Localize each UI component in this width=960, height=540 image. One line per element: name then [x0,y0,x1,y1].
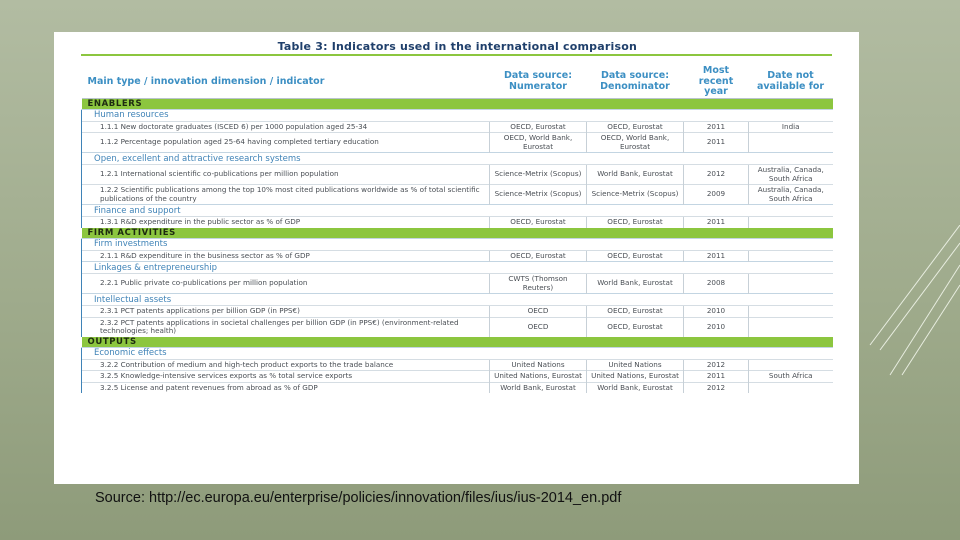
denominator-source: OECD, Eurostat [587,121,684,133]
most-recent-year: 2012 [684,359,749,371]
title-rule [81,54,832,56]
dimension-label: Firm investments [82,238,833,250]
most-recent-year: 2012 [684,165,749,185]
table-row [82,274,833,294]
not-available-for: Australia, Canada, South Africa [749,185,833,205]
dimension-row [82,109,833,121]
not-available-for [749,274,833,294]
indicator-name: 1.2.2 Scientific publications among the top 10% most cited publications worldwide as % of total scientific publications of the country [82,185,490,205]
table-row [82,121,833,133]
table-row [82,250,833,262]
section-label: ENABLERS [82,98,833,109]
not-available-for [749,250,833,262]
most-recent-year: 2010 [684,317,749,337]
numerator-source: Science-Metrix (Scopus) [490,165,587,185]
indicator-name: 3.2.5 License and patent revenues from abroad as % of GDP [82,382,490,393]
document-image [54,32,859,484]
numerator-source: OECD, Eurostat [490,121,587,133]
not-available-for: India [749,121,833,133]
table-row [82,217,833,228]
table-header-row [82,66,833,98]
most-recent-year: 2011 [684,371,749,383]
numerator-source: OECD, World Bank, Eurostat [490,133,587,153]
numerator-source: OECD, Eurostat [490,250,587,262]
header-most-recent-year: Most recent year [698,65,734,97]
not-available-for [749,317,833,337]
numerator-source: OECD [490,317,587,337]
indicator-name: 1.1.2 Percentage population aged 25-64 having completed tertiary education [82,133,490,153]
table-row [82,133,833,153]
not-available-for [749,382,833,393]
section-row [82,228,833,239]
indicator-name: 2.3.2 PCT patents applications in societal challenges per billion GDP (in PPS€) (environment-related technologies; health) [82,317,490,337]
table-row [82,306,833,318]
most-recent-year: 2011 [684,250,749,262]
dimension-label: Human resources [82,109,833,121]
table-body [82,66,833,393]
not-available-for [749,133,833,153]
dimension-row [82,262,833,274]
indicator-name: 1.2.1 International scientific co-publications per million population [82,165,490,185]
table-row [82,165,833,185]
most-recent-year: 2011 [684,217,749,228]
dimension-row [82,294,833,306]
section-row [82,337,833,348]
most-recent-year: 2010 [684,306,749,318]
denominator-source: OECD, World Bank, Eurostat [587,133,684,153]
section-label: FIRM ACTIVITIES [82,228,833,239]
table-row [82,317,833,337]
indicators-table [81,66,833,393]
most-recent-year: 2011 [684,133,749,153]
not-available-for: Australia, Canada, South Africa [749,165,833,185]
table-row [82,371,833,383]
numerator-source: OECD, Eurostat [490,217,587,228]
most-recent-year: 2008 [684,274,749,294]
denominator-source: World Bank, Eurostat [587,165,684,185]
table-row [82,185,833,205]
dimension-label: Linkages & entrepreneurship [82,262,833,274]
numerator-source: United Nations [490,359,587,371]
denominator-source: OECD, Eurostat [587,250,684,262]
not-available-for [749,217,833,228]
numerator-source: World Bank, Eurostat [490,382,587,393]
indicator-name: 3.2.2 Contribution of medium and high-tech product exports to the trade balance [82,359,490,371]
denominator-source: World Bank, Eurostat [587,274,684,294]
indicator-name: 3.2.5 Knowledge-intensive services exports as % total service exports [82,371,490,383]
not-available-for [749,306,833,318]
dimension-label: Intellectual assets [82,294,833,306]
dimension-row [82,153,833,165]
header-indicator: Main type / innovation dimension / indicator [87,75,325,87]
not-available-for: South Africa [749,371,833,383]
dimension-row [82,205,833,217]
dimension-label: Open, excellent and attractive research systems [82,153,833,165]
table-row [82,382,833,393]
numerator-source: United Nations, Eurostat [490,371,587,383]
dimension-label: Finance and support [82,205,833,217]
denominator-source: United Nations, Eurostat [587,371,684,383]
denominator-source: OECD, Eurostat [587,217,684,228]
indicator-name: 2.3.1 PCT patents applications per billion GDP (in PPS€) [82,306,490,318]
indicator-name: 2.1.1 R&D expenditure in the business sector as % of GDP [82,250,490,262]
header-numerator: Data source: Numerator [503,70,573,92]
most-recent-year: 2011 [684,121,749,133]
decorative-diagonal-lines [850,225,960,385]
not-available-for [749,359,833,371]
header-not-available: Date not available for [756,70,825,92]
indicator-name: 2.2.1 Public private co-publications per million population [82,274,490,294]
most-recent-year: 2012 [684,382,749,393]
table-title: Table 3: Indicators used in the international comparison [277,40,637,53]
numerator-source: Science-Metrix (Scopus) [490,185,587,205]
dimension-label: Economic effects [82,347,833,359]
numerator-source: OECD [490,306,587,318]
dimension-row [82,238,833,250]
table-row [82,359,833,371]
source-citation: Source: http://ec.europa.eu/enterprise/policies/innovation/files/ius/ius-2014_en.pdf [95,490,622,506]
section-label: OUTPUTS [82,337,833,348]
denominator-source: World Bank, Eurostat [587,382,684,393]
numerator-source: CWTS (Thomson Reuters) [490,274,587,294]
denominator-source: Science-Metrix (Scopus) [587,185,684,205]
indicator-name: 1.1.1 New doctorate graduates (ISCED 6) per 1000 population aged 25-34 [82,121,490,133]
header-denominator: Data source: Denominator [600,70,670,92]
indicator-name: 1.3.1 R&D expenditure in the public sector as % of GDP [82,217,490,228]
dimension-row [82,347,833,359]
section-row [82,98,833,109]
most-recent-year: 2009 [684,185,749,205]
denominator-source: OECD, Eurostat [587,317,684,337]
denominator-source: United Nations [587,359,684,371]
denominator-source: OECD, Eurostat [587,306,684,318]
